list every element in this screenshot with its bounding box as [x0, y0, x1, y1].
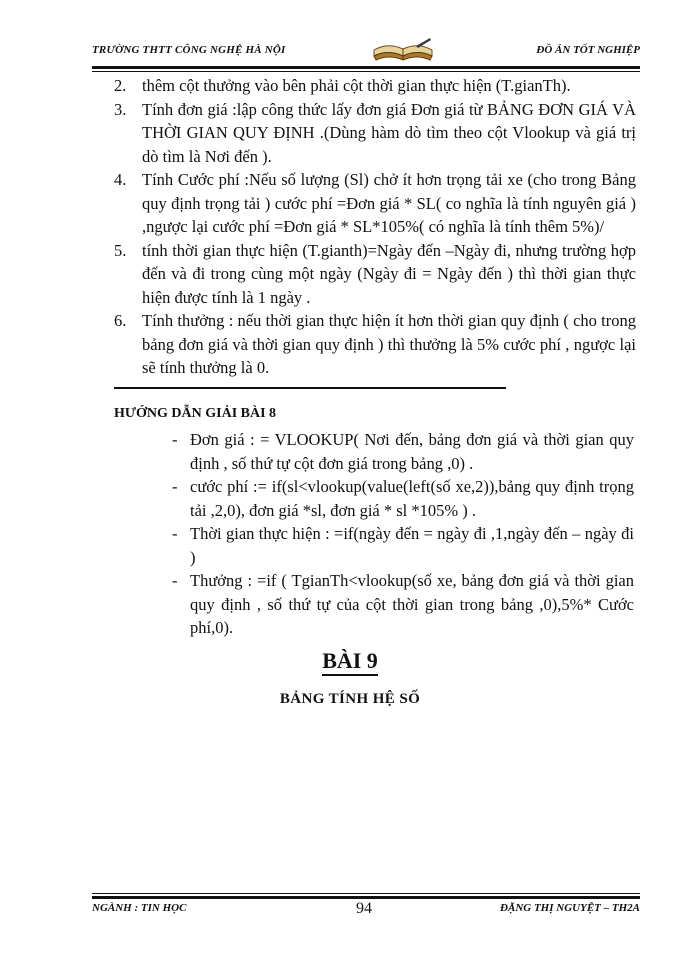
page-header — [92, 42, 640, 64]
section-subtitle: BẢNG TÍNH HỆ SỐ — [279, 691, 421, 707]
list-text: thêm cột thưởng vào bên phải cột thời gian thực hiện (T.gianTh). — [142, 76, 571, 95]
page-footer — [92, 902, 640, 922]
list-item — [114, 309, 636, 380]
list-item — [114, 74, 636, 98]
list-item — [172, 475, 634, 522]
task-list — [114, 74, 636, 380]
list-text: cước phí := if(sl<vlookup(value(left(số xe,2)),bảng quy định trọng tải ,2,0), đơn giá *sl, đơn giá * sl *105% ) . — [190, 477, 634, 520]
guide-list — [172, 428, 634, 640]
list-text: tính thời gian thực hiện (T.gianth)=Ngày đến –Ngày đi, nhưng trường hợp đến và đi trong cùng một ngày (Ngày đi = Ngày đến ) thì thời gian thực hiện được tính là 1 ngày . — [142, 240, 636, 307]
header-rule — [92, 66, 640, 72]
list-dash: - — [172, 571, 178, 590]
section-title-text: BÀI 9 — [322, 648, 378, 676]
list-text: Tính Cước phí :Nếu số lượng (Sl) chở ít hơn trọng tải xe (cho trong Bảng quy định trọng tải ) cước phí =Đơn giá * SL( co nghĩa là tính nguyên giá ) ,ngược lại cước phí =Đơn giá * SL*105%( có nghĩa là tính thêm 5%)/ — [142, 170, 636, 236]
list-number: 5. — [114, 240, 127, 260]
header-school: TRƯỜNG THTT CÔNG NGHỆ HÀ NỘI — [92, 44, 286, 56]
section-title — [0, 648, 700, 674]
footer-rule — [92, 893, 640, 899]
list-number: 4. — [114, 170, 127, 189]
list-item — [114, 98, 636, 169]
open-book-icon — [370, 36, 436, 64]
list-item — [114, 168, 636, 239]
list-item — [172, 522, 634, 569]
list-item — [114, 239, 636, 310]
page-number: 94 — [356, 900, 372, 917]
list-number: 3. — [114, 99, 127, 119]
list-text: Thời gian thực hiện : =if(ngày đến = ngày đi ,1,ngày đến – ngày đi ) — [190, 524, 634, 567]
list-text: Tính đơn giá :lập công thức lấy đơn giá Đơn giá từ BẢNG ĐƠN GIÁ VÀ THỜI GIAN QUY ĐỊNH .(Dùng hàm dò tìm theo cột Vlookup và giá trị dò tìm là Nơi đến ). — [142, 99, 636, 166]
guide-heading: HƯỚNG DẪN GIẢI BÀI 8 — [114, 406, 277, 421]
list-text: Tính thưởng : nếu thời gian thực hiện ít hơn thời gian quy định ( cho trong bảng đơn giá và thời gian quy định ) thì thưởng là 5% cước phí , ngược lại sẽ tính thưởng là 0. — [142, 311, 636, 377]
list-text: Đơn giá : = VLOOKUP( Nơi đến, bảng đơn giá và thời gian quy định , số thứ tự cột đơn giá trong bảng ,0) . — [190, 430, 634, 473]
section-divider — [114, 387, 506, 389]
list-number: 2. — [114, 76, 127, 95]
list-dash: - — [172, 477, 178, 496]
footer-author: ĐẶNG THỊ NGUYỆT – TH2A — [500, 902, 640, 914]
list-dash: - — [172, 524, 178, 543]
list-item — [172, 428, 634, 475]
list-text: Thưởng : =if ( TgianTh<vlookup(số xe, bảng đơn giá và thời gian quy định , số thứ tự của cột thời gian trong bảng ,0),5%* Cước phí,0). — [190, 571, 634, 637]
footer-major: NGÀNH : TIN HỌC — [92, 902, 187, 914]
list-dash: - — [172, 430, 178, 449]
header-thesis: ĐỒ ÁN TỐT NGHIỆP — [536, 44, 640, 56]
list-item — [172, 569, 634, 640]
list-number: 6. — [114, 311, 127, 330]
